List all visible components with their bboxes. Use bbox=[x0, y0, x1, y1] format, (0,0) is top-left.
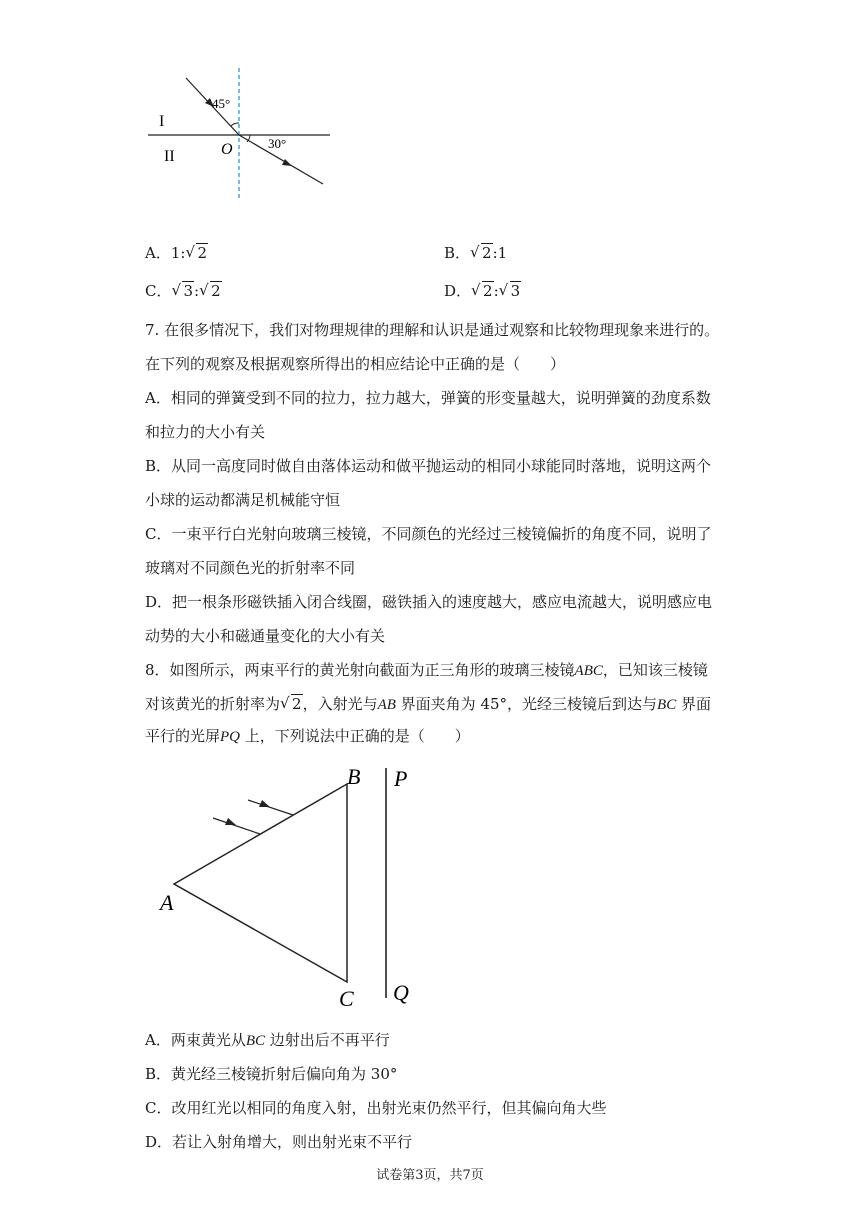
prism-diagram bbox=[150, 760, 430, 1010]
q7-stem-line1: 7. 在很多情况下，我们对物理规律的理解和认识是通过观察和比较物理现象来进行的。 bbox=[145, 321, 720, 339]
q7-option-b-line1[interactable]: B．从同一高度同时做自由落体运动和做平抛运动的相同小球能同时落地，说明这两个 bbox=[145, 457, 712, 475]
refracted-arrow bbox=[282, 159, 292, 166]
q6-option-b[interactable]: B．√ 2:1 bbox=[444, 243, 507, 263]
medium-I-label: I bbox=[159, 113, 165, 130]
q7-option-c-line1[interactable]: C．一束平行白光射向玻璃三棱镜，不同颜色的光经过三棱镜偏折的角度不同，说明了 bbox=[145, 525, 712, 543]
vertex-B-label: B bbox=[347, 764, 361, 789]
q7-stem-line2: 在下列的观察及根据观察所得出的相应结论中正确的是（ ） bbox=[145, 355, 566, 373]
medium-II-label: II bbox=[164, 148, 175, 165]
q7-option-a-line2: 和拉力的大小有关 bbox=[145, 423, 266, 441]
q6-option-a[interactable]: A．1:√ 2 bbox=[145, 243, 208, 263]
q7-option-a-line1[interactable]: A．相同的弹簧受到不同的拉力，拉力越大，弹簧的形变量越大，说明弹簧的劲度系数 bbox=[145, 389, 711, 407]
angle-30-label: 30° bbox=[268, 136, 287, 151]
angle-arc-incident bbox=[231, 123, 239, 126]
light-beam-2 bbox=[213, 818, 260, 834]
q7-option-d-line1[interactable]: D．把一根条形磁铁插入闭合线圈，磁铁插入的速度越大，感应电流越大，说明感应电 bbox=[145, 593, 713, 611]
refraction-diagram bbox=[140, 62, 340, 202]
page-footer: 试卷第3页，共7页 bbox=[376, 1168, 484, 1183]
light-beam-1 bbox=[248, 800, 293, 815]
q8-option-d[interactable]: D．若让入射角增大，则出射光束不平行 bbox=[145, 1133, 413, 1151]
q7-option-b-line2: 小球的运动都满足机械能守恒 bbox=[145, 491, 341, 509]
q8-option-c[interactable]: C．改用红光以相同的角度入射，出射光束仍然平行，但其偏向角大些 bbox=[145, 1099, 607, 1117]
q8-stem-line3: 平行的光屏PQ 上，下列说法中正确的是（ ） bbox=[145, 727, 470, 745]
q6-option-d[interactable]: D．√ 2:√ 3 bbox=[444, 281, 521, 301]
vertex-C-label: C bbox=[339, 986, 354, 1010]
screen-Q-label: Q bbox=[393, 980, 409, 1005]
point-O-label: O bbox=[221, 141, 233, 158]
angle-45-label: 45° bbox=[212, 96, 231, 111]
screen-P-label: P bbox=[394, 766, 408, 791]
beam-1-arrow bbox=[259, 800, 270, 807]
q6-option-c[interactable]: C．√ 3:√ 2 bbox=[145, 281, 222, 301]
beam-2-arrow bbox=[225, 818, 236, 825]
vertex-A-label: A bbox=[160, 890, 174, 915]
q8-stem-line1: 8．如图所示，两束平行的黄光射向截面为正三角形的玻璃三棱镜ABC，已知该三棱镜 bbox=[145, 661, 708, 679]
q7-option-c-line2: 玻璃对不同颜色光的折射率不同 bbox=[145, 559, 356, 577]
q8-stem-line2: 对该黄光的折射率为√ 2，入射光与AB 界面夹角为 45°，光经三棱镜后到达与BC 界面 bbox=[145, 694, 711, 715]
prism-triangle bbox=[174, 784, 347, 982]
q8-option-a[interactable]: A．两束黄光从BC 边射出后不再平行 bbox=[145, 1031, 390, 1049]
q8-option-b[interactable]: B．黄光经三棱镜折射后偏向角为 30° bbox=[145, 1065, 398, 1083]
q7-option-d-line2: 动势的大小和磁通量变化的大小有关 bbox=[145, 627, 386, 645]
